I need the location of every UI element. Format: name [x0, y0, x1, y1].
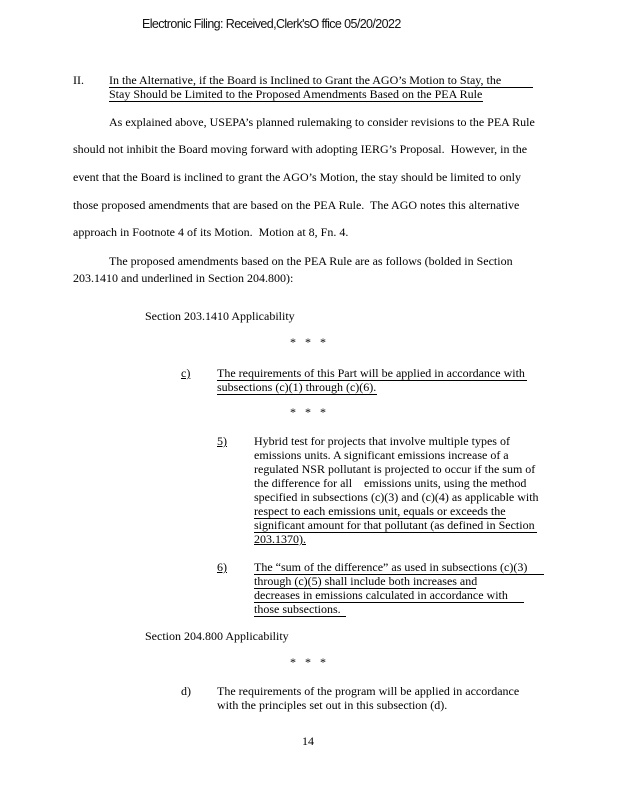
page-number: 14 [302, 734, 314, 748]
item-d-text: The requirements of the program will be applied in accordance [217, 684, 520, 698]
item-c-label: c) [181, 366, 191, 380]
section-heading-line-2: Stay Should be Limited to the Proposed Amendments Based on the PEA Rule [109, 87, 483, 101]
item-6-text: decreases in emissions calculated in accordance with [254, 588, 524, 603]
item-5-text: significant amount for that pollutant (as defined in Section [254, 518, 537, 533]
item-6-text: through (c)(5) shall include both increases and [254, 574, 478, 588]
section-203-1410-title: Section 203.1410 Applicability [145, 309, 295, 323]
item-5-text: regulated NSR pollutant is projected to occur if the sum of [254, 462, 536, 476]
para1-line: event that the Board is inclined to grant the AGO’s Motion, the stay should be limited to only [73, 170, 521, 184]
item-6-text: those subsections. [254, 602, 346, 617]
ellipsis-stars: * * * [290, 335, 326, 349]
item-d-text: with the principles set out in this subsection (d). [217, 698, 448, 712]
section-number: II. [73, 73, 84, 87]
item-5-label: 5) [217, 434, 227, 448]
item-c-text: subsections (c)(1) through (c)(6). [217, 380, 377, 394]
item-5-text: Hybrid test for projects that involve multiple types of [254, 434, 510, 448]
filing-header: Electronic Filing: Received,Clerk'sO ffice 05/20/2022 [142, 17, 401, 31]
item-d-label: d) [181, 684, 191, 698]
item-6-text: The “sum of the difference” as used in subsections (c)(3) [254, 560, 544, 575]
ellipsis-stars: * * * [290, 655, 326, 669]
item-6-label: 6) [217, 560, 227, 574]
item-5-text: the difference for all emissions units, using the method [254, 476, 527, 490]
item-5-text: emissions units. A significant emissions increase of a [254, 448, 509, 462]
para2-line: 203.1410 and underlined in Section 204.800): [73, 271, 294, 285]
item-5-text: specified in subsections (c)(3) and (c)(4) as applicable with [254, 490, 539, 504]
para2-line: The proposed amendments based on the PEA Rule are as follows (bolded in Section [109, 254, 513, 268]
para1-line: should not inhibit the Board moving forward with adopting IERG’s Proposal. However, in the [73, 142, 528, 156]
para1-line: approach in Footnote 4 of its Motion. Motion at 8, Fn. 4. [73, 225, 349, 239]
section-heading-line-1: In the Alternative, if the Board is Inclined to Grant the AGO’s Motion to Stay, the [109, 73, 533, 88]
ellipsis-stars: * * * [290, 405, 326, 419]
item-c-text: The requirements of this Part will be applied in accordance with [217, 366, 527, 381]
item-5-text: respect to each emissions unit, equals or exceeds the [254, 504, 506, 518]
para1-line: As explained above, USEPA’s planned rulemaking to consider revisions to the PEA Rule [109, 115, 535, 129]
section-204-800-title: Section 204.800 Applicability [145, 629, 289, 643]
para1-line: those proposed amendments that are based on the PEA Rule. The AGO notes this alternative [73, 198, 520, 212]
item-5-text: 203.1370). [254, 532, 306, 546]
